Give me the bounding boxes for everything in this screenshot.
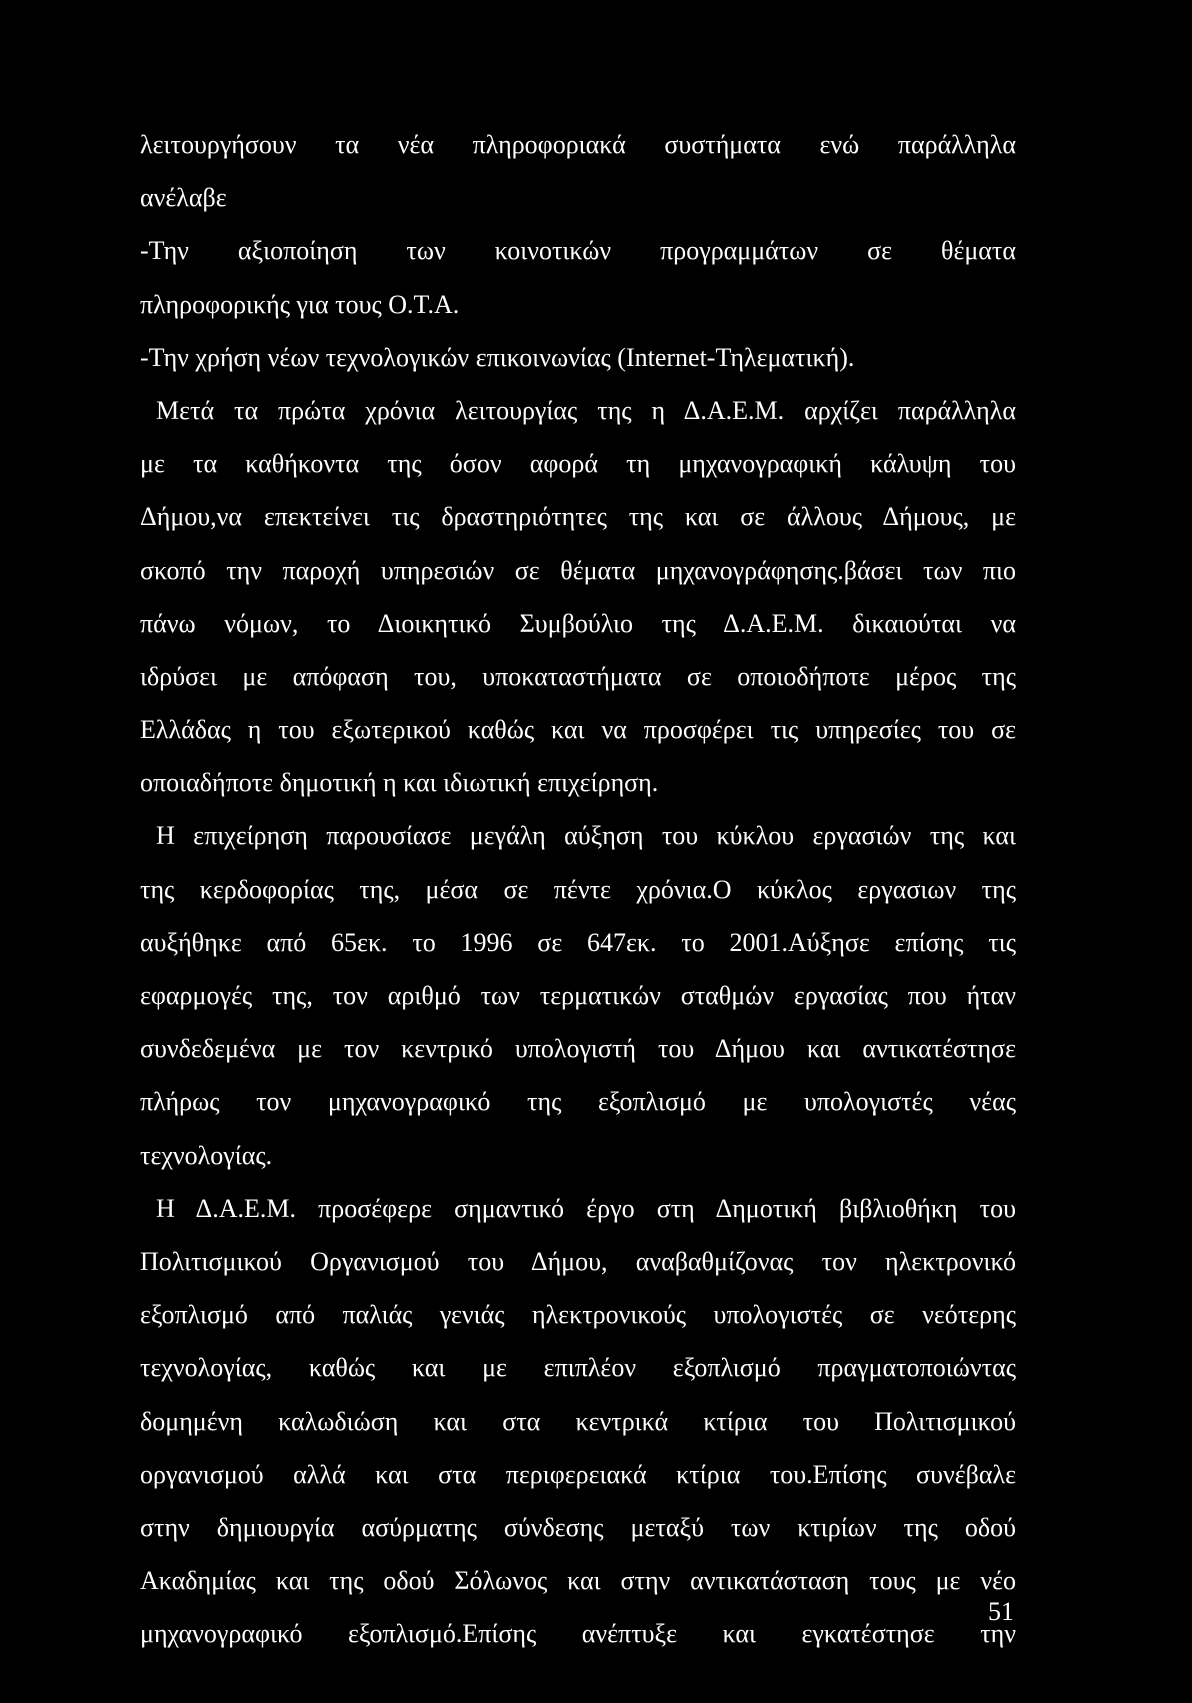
text-line: Ακαδημίας και της οδού Σόλωνος και στην αντικατάσταση τους με νέο [140,1566,1016,1596]
text-line: της κερδοφορίας της, μέσα σε πέντε χρόνια.Ο κύκλος εργασιων της [140,874,1016,904]
text-line: συνδεδεμένα με τον κεντρικό υπολογιστή του Δήμου και αντικατέστησε [140,1034,1016,1064]
text-line: εφαρμογές της, τον αριθμό των τερματικών σταθμών εργασίας που ήταν [140,981,1016,1010]
text-line: δομημένη καλωδιώση και στα κεντρικά κτίρια του Πολιτισμικού [140,1406,1016,1436]
text-line: ανέλαβε [140,183,227,213]
text-line: με τα καθήκοντα της όσον αφορά τη μηχανογραφική κάλυψη του [140,449,1016,479]
text-line: πληροφορικής για τους Ο.Τ.Α. [140,289,460,319]
text-line: Δήμου,να επεκτείνει τις δραστηριότητες της και σε άλλους Δήμους, με [140,502,1016,532]
text-line: -Την χρήση νέων τεχνολογικών επικοινωνίας (Internet-Τηλεματική). [140,342,855,372]
text-line: στην δημιουργία ασύρματης σύνδεσης μεταξύ των κτιρίων της οδού [140,1512,1016,1542]
text-line: Η Δ.Α.Ε.Μ. προσέφερε σημαντικό έργο στη Δημοτική βιβλιοθήκη του [156,1193,1016,1223]
text-line: Ελλάδας η του εξωτερικού καθώς και να προσφέρει τις υπηρεσίες του σε [140,715,1016,745]
text-line: Μετά τα πρώτα χρόνια λειτουργίας της η Δ.Α.Ε.Μ. αρχίζει παράλληλα [156,395,1016,425]
text-line: οργανισμού αλλά και στα περιφερειακά κτίρια του.Επίσης συνέβαλε [140,1459,1016,1489]
text-line: ιδρύσει με απόφαση του, υποκαταστήματα σε οποιοδήποτε μέρος της [140,661,1016,691]
text-line: λειτουργήσουν τα νέα πληροφοριακά συστήματα ενώ παράλληλα [140,130,1016,159]
text-line: Η επιχείρηση παρουσίασε μεγάλη αύξηση του κύκλου εργασιών της και [156,821,1016,851]
text-line: οποιαδήποτε δημοτική η και ιδιωτική επιχείρηση. [140,768,659,798]
text-line: πλήρως τον μηχανογραφικό της εξοπλισμό με υπολογιστές νέας [140,1087,1016,1117]
text-line: τεχνολογίας. [140,1140,273,1170]
text-line: σκοπό την παροχή υπηρεσιών σε θέματα μηχανογράφησης.βάσει των πιο [140,555,1016,585]
text-line: πάνω νόμων, το Διοικητικό Συμβούλιο της Δ.Α.Ε.Μ. δικαιούται να [140,608,1016,638]
text-line: τεχνολογίας, καθώς και με επιπλέον εξοπλισμό πραγματοποιώντας [140,1353,1016,1383]
body-text [140,118,1016,1660]
text-line: εξοπλισμό από παλιάς γενιάς ηλεκτρονικούς υπολογιστές σε νεότερης [140,1300,1016,1330]
text-line: Πολιτισμικού Οργανισμού του Δήμου, αναβαθμίζονας τον ηλεκτρονικό [140,1246,1016,1276]
text-line: -Την αξιοποίηση των κοινοτικών προγραμμάτων σε θέματα [140,236,1016,266]
text-line: αυξήθηκε από 65εκ. το 1996 σε 647εκ. το 2001.Αύξησε επίσης τις [140,927,1016,957]
page-number: 51 [988,1597,1014,1626]
text-line: μηχανογραφικό εξοπλισμό.Επίσης ανέπτυξε και εγκατέστησε την [140,1619,1016,1649]
